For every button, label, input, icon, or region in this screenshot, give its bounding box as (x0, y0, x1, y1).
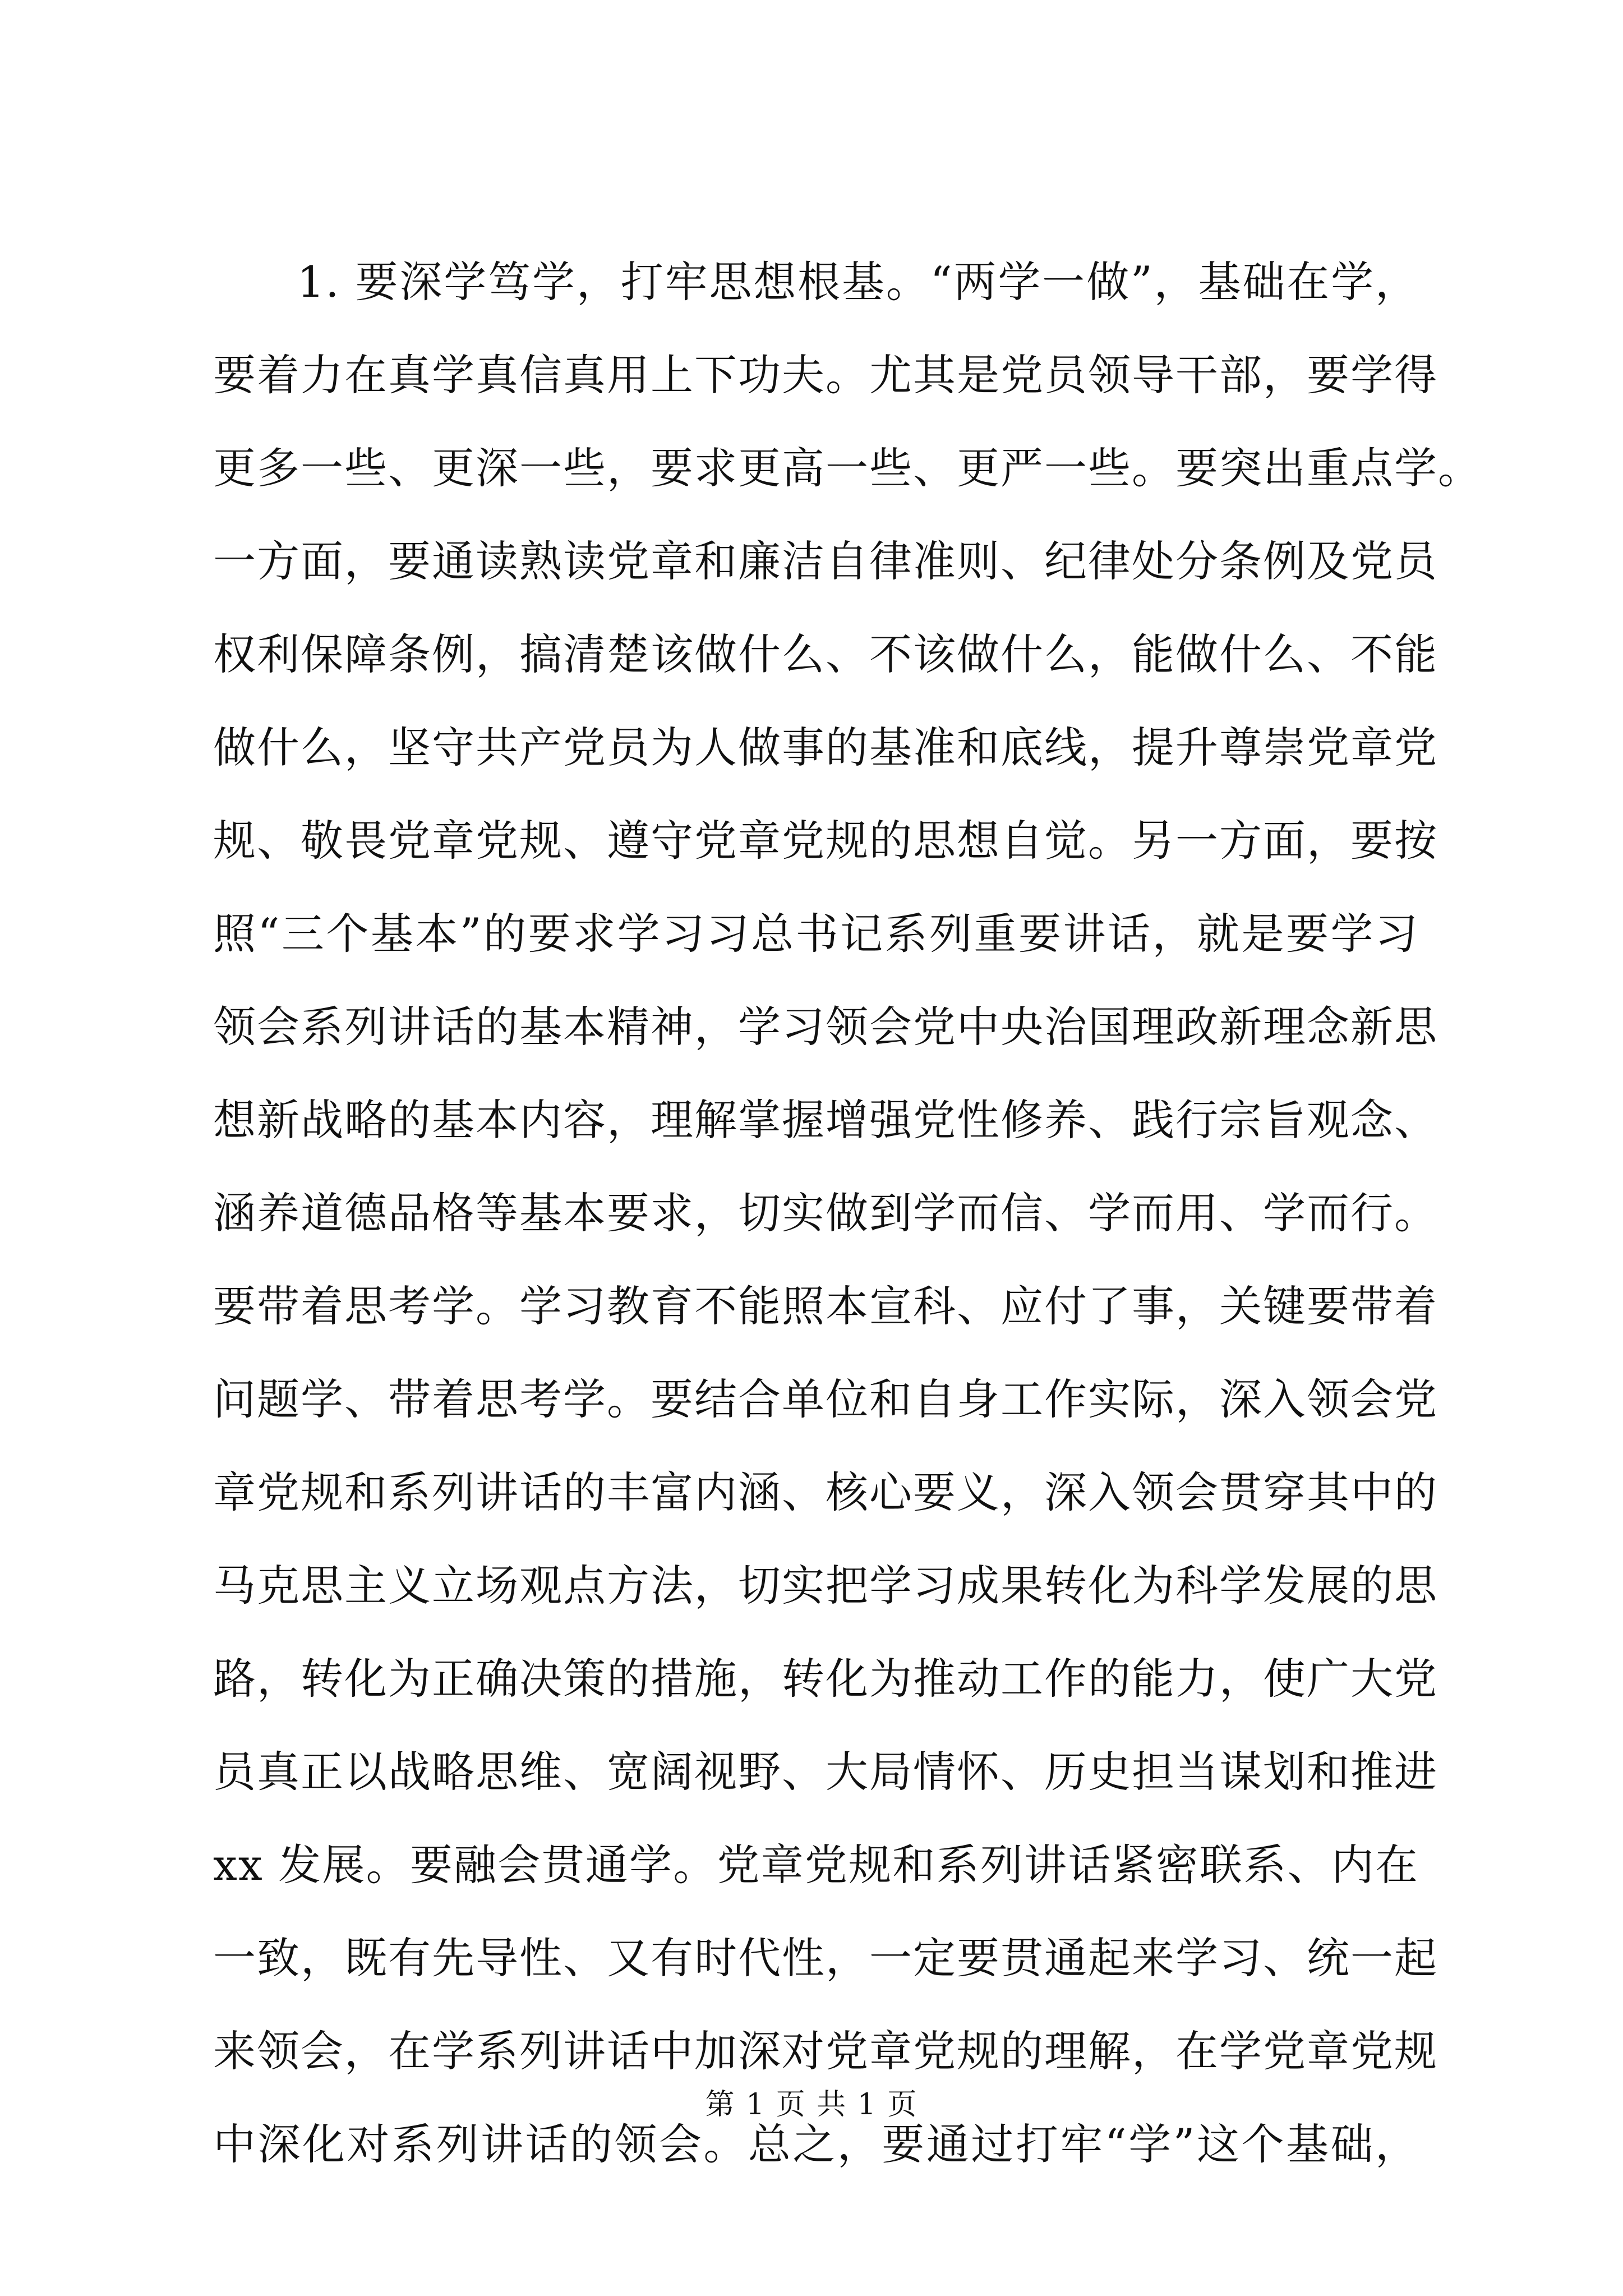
page-number-footer: 第 1 页 共 1 页 (705, 2088, 918, 2122)
paragraph-line: 员真正以战略思维、宽阔视野、大局情怀、历史担当谋划和推进 (213, 1747, 1438, 1797)
paragraph-line: 要带着思考学。学习教育不能照本宣科、应付了事，关键要带着 (213, 1281, 1438, 1331)
paragraph-line: 一方面，要通读熟读党章和廉洁自律准则、纪律处分条例及党员 (213, 536, 1438, 586)
paragraph-line: 规、敬畏党章党规、遵守党章党规的思想自觉。另一方面，要按 (213, 816, 1438, 866)
paragraph-line: 权利保障条例，搞清楚该做什么、不该做什么，能做什么、不能 (213, 629, 1438, 679)
paragraph-line: 照“三个基本”的要求学习习总书记系列重要讲话，就是要学习 (213, 909, 1419, 959)
paragraph-line: 领会系列讲话的基本精神，学习领会党中央治国理政新理念新思 (213, 1002, 1438, 1052)
paragraph-line: 做什么，坚守共产党员为人做事的基准和底线，提升尊崇党章党 (213, 723, 1438, 772)
paragraph-line: 问题学、带着思考学。要结合单位和自身工作实际，深入领会党 (213, 1374, 1438, 1424)
paragraph-line: 涵养道德品格等基本要求，切实做到学而信、学而用、学而行。 (213, 1188, 1438, 1238)
paragraph-line: 要着力在真学真信真用上下功夫。尤其是党员领导干部，要学得 (213, 350, 1438, 400)
paragraph-line: 来领会，在学系列讲话中加深对党章党规的理解，在学党章党规 (213, 2026, 1438, 2076)
paragraph-line: 章党规和系列讲话的丰富内涵、核心要义，深入领会贯穿其中的 (213, 1467, 1438, 1517)
paragraph-line: 更多一些、更深一些，要求更高一些、更严一些。要突出重点学。 (213, 443, 1482, 493)
paragraph-line: xx 发展。要融会贯通学。党章党规和系列讲话紧密联系、内在 (213, 1840, 1419, 1890)
paragraph-line: 想新战略的基本内容，理解掌握增强党性修养、践行宗旨观念、 (213, 1095, 1438, 1145)
paragraph-line: 一致，既有先导性、又有时代性，一定要贯通起来学习、统一起 (213, 1933, 1438, 1983)
paragraph-line: 路，转化为正确决策的措施，转化为推动工作的能力，使广大党 (213, 1654, 1438, 1704)
body-text (213, 236, 1482, 2191)
paragraph-line: 1. 要深学笃学，打牢思想根基。“两学一做”，基础在学， (297, 257, 1419, 307)
paragraph-line: 马克思主义立场观点方法，切实把学习成果转化为科学发展的思 (213, 1561, 1438, 1611)
paragraph-line: 中深化对系列讲话的领会。总之，要通过打牢“学”这个基础， (213, 2119, 1419, 2169)
